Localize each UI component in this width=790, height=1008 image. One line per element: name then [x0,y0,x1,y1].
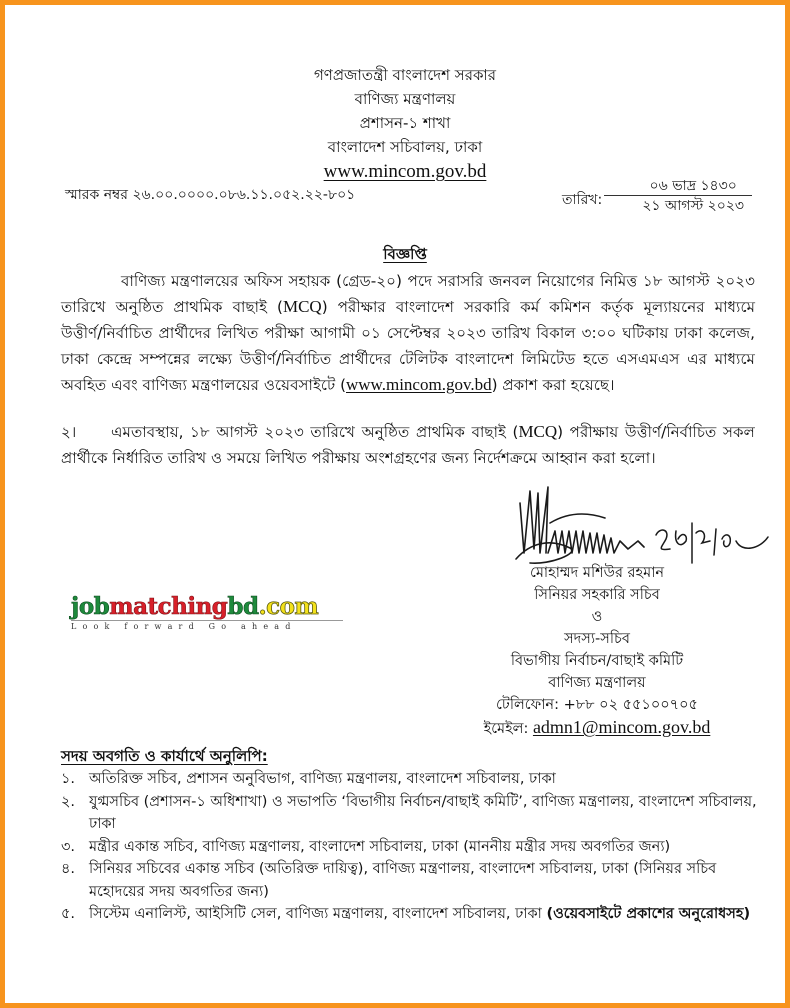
signatory-ministry: বাণিজ্য মন্ত্রণালয় [548,675,646,691]
para2-line-1-start: এমতাবস্থায়, ১৮ আগস্ট ২০২৩ তারিখে অনুষ্ঠিত প্রাথমিক বাছাই ( [111,423,519,441]
logo-matching: matching [109,593,228,620]
logo-tagline: Look forward Go ahead [71,620,343,631]
para1-line-2 [61,294,755,320]
cc-item-text [89,903,761,926]
signatory-committee: বিভাগীয় নির্বাচন/বাছাই কমিটি [510,653,684,669]
memo-label: স্মারক নম্বর [65,187,128,203]
notice-paragraph-1 [61,268,755,398]
logo-job: job [71,593,110,620]
signatory-block [437,562,757,740]
notice-paragraph-2 [61,419,755,471]
cc-item-number: ৪. [61,861,76,877]
cc-title: সদয় অবগতি ও কার্যার্থে অনুলিপি: [61,747,268,765]
handwritten-signature [510,483,780,568]
mcq-term: MCQ [518,422,558,441]
website-inline-link[interactable]: www.mincom.gov.bd [346,375,492,394]
phone-value: +৮৮ ০২ ৫৫১০০৭০৫ [563,697,698,713]
date-values [604,177,752,216]
logo-wordmark [71,595,343,619]
signatory-name: মোহাম্মদ মশিউর রহমান [529,565,665,581]
cc-list-item [61,791,761,836]
cc-item-number: ৫. [61,906,76,922]
cc-list-item [61,903,761,926]
para1-line-5 [61,372,755,398]
signatory-designation: সিনিয়র সহকারি সচিব [534,587,660,603]
date-label: তারিখ: [562,191,603,208]
ministry-website-link[interactable]: www.mincom.gov.bd [323,161,487,182]
ministry-name: বাণিজ্য মন্ত্রণালয় [354,90,456,108]
cc-item-number: ২. [61,793,76,810]
memo-value: ২৬.০০.০০০০.০৮৬.১১.০৫২.২২-৮০১ [132,187,356,203]
signatory-email [437,716,757,740]
para1-line-4: ঢাকা কেন্দ্রে সম্পন্নের লক্ষ্যে উত্তীর্ণ/নির্বাচিত প্রার্থীদের টেলিটক বাংলাদেশ লিমিটেড হতে এসএমএস এর মাধ্যমে [61,350,755,368]
mcq-term: MCQ [282,297,322,316]
cc-list [61,768,761,926]
cc-item-text: মন্ত্রীর একান্ত সচিব, বাণিজ্য মন্ত্রণালয়, বাংলাদেশ সচিবালয়, ঢাকা (মাননীয় মন্ত্রীর সদয় অবগতির জন্য) [89,838,671,855]
para1-line-2-end: ) পরীক্ষার বাংলাদেশ সরকারি কর্ম কমিশন কর্তৃক মূল্যায়নের মাধ্যমে [321,298,755,316]
para1-line-1: বাণিজ্য মন্ত্রণালয়ের অফিস সহায়ক (গ্রেড-২০) পদে সরাসরি জনবল নিয়োগের নিমিত্ত ১৮ আগস্ট ২০২৩ [121,272,755,290]
para2-line-1-end: ) পরীক্ষায় উত্তীর্ণ/নির্বাচিত সকল [557,423,756,441]
cc-item-text: সিনিয়র সচিবের একান্ত সচিব (অতিরিক্ত দায়িত্ব), বাণিজ্য মন্ত্রণালয়, বাংলাদেশ সচিবালয়, ঢাকা (সিনিয়র সচিব মহোদয়ের সদয় অবগতির জন্য) [89,861,717,900]
para1-line-2-start: তারিখে অনুষ্ঠিত প্রাথমিক বাছাই ( [61,298,283,316]
issue-date [562,177,752,216]
cc-item-number: ৩. [61,838,76,855]
logo-bd: bd [227,593,259,620]
cc-item-text-main: সিস্টেম এনালিস্ট, আইসিটি সেল, বাণিজ্য মন্ত্রণালয়, বাংলাদেশ সচিবালয়, ঢাকা [89,906,547,922]
cc-list-item [61,858,761,903]
email-label: ইমেইল: [483,721,529,737]
notice-title: বিজ্ঞপ্তি [383,245,427,263]
para2-number: ২। [61,423,77,441]
date-gregorian: ২১ আগস্ট ২০২৩ [642,198,745,214]
signatory-and: ও [591,609,603,625]
date-bangla: ০৬ ভাদ্র ১৪৩০ [604,177,752,196]
government-name: গণপ্রজাতন্ত্রী বাংলাদেশ সরকার [313,66,497,84]
para1-line-3: উত্তীর্ণ/নির্বাচিত প্রার্থীদের লিখিত পরীক্ষা আগামী ০১ সেপ্টেম্বর ২০২৩ তারিখ বিকাল ৩:০০ ঘটিকায় ঢাকা কলেজ, [61,324,755,342]
cc-item-number: ১. [61,771,76,787]
signatory-role: সদস্য-সচিব [564,631,630,647]
para2-line-1 [61,419,755,445]
cc-item-text: অতিরিক্ত সচিব, প্রশাসন অনুবিভাগ, বাণিজ্য মন্ত্রণালয়, বাংলাদেশ সচিবালয়, ঢাকা [89,771,556,787]
cc-item-text: যুগ্মসচিব (প্রশাসন-১ অধিশাখা) ও সভাপতি ‘বিভাগীয় নির্বাচন/বাছাই কমিটি’, বাণিজ্য মন্ত্রণালয়, বাংলাদেশ সচিবালয়, ঢাকা [89,793,757,832]
cc-item-text-bold: (ওয়েবসাইটে প্রকাশের অনুরোধসহ) [546,906,751,922]
signatory-phone [437,694,757,716]
signature-scribble-icon [510,483,780,568]
para1-line-5-start: অবহিত এবং বাণিজ্য মন্ত্রণালয়ের ওয়েবসাইটে ( [61,376,346,394]
cc-list-item [61,836,761,859]
phone-label: টেলিফোন: [496,697,559,713]
letterhead [205,63,605,185]
email-link[interactable]: admn1@mincom.gov.bd [532,717,711,737]
branch-name: প্রশাসন-১ শাখা [359,114,451,132]
logo-com: .com [258,593,319,620]
cc-list-item [61,768,761,791]
office-address: বাংলাদেশ সচিবালয়, ঢাকা [327,138,483,156]
memo-number [65,183,355,207]
jobmatchingbd-watermark-logo [71,595,343,631]
para1-line-5-end: ) প্রকাশ করা হয়েছে। [491,376,615,394]
para2-line-2: প্রার্থীকে নির্ধারিত তারিখ ও সময়ে লিখিত পরীক্ষায় অংশগ্রহণের জন্য নির্দেশক্রমে আহ্বান করা হলো। [61,449,656,467]
